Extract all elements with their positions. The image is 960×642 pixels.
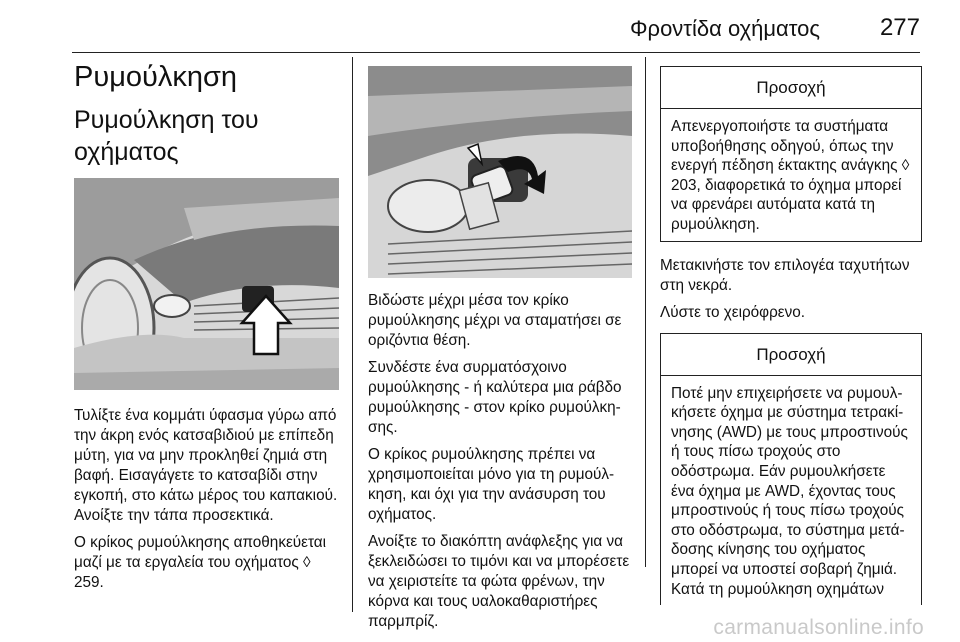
column-1	[74, 52, 342, 600]
column-divider	[645, 57, 646, 567]
caution-box	[660, 333, 922, 606]
paragraph-text: Ο κρίκος ρυμούλκησης αποθηκεύεται μαζί με τα εργαλεία του οχήματος	[74, 534, 327, 571]
paragraph	[74, 533, 342, 593]
tow-eye-illustration	[368, 66, 632, 278]
caution-box	[660, 66, 922, 242]
caution-title: Προσοχή	[661, 67, 921, 109]
caution-text: Ποτέ μην επιχειρήσετε να ρυμουλκήσετε όχημα με σύστημα τετρακίνησης (AWD) με τους μπροστινούς ή τους πίσω τροχούς στο οδόστρωμα. Εάν ρυμουλκήσετε ένα όχημα με AWD, έχοντας τους μπροστινούς ή τους πίσω τροχούς στο οδόστρωμα, το σύστημα μετάδοσης κίνησης του οχήματος μπορεί να υποστεί σοβαρή ζημιά. Κατά τη ρυμούλκηση οχημάτων	[671, 384, 908, 598]
paragraph: Συνδέστε ένα συρματόσχοινο ρυμούλκησης - ή καλύτερα μια ράβδο ρυμούλκησης - στον κρίκο ρυμούλκησης.	[368, 359, 622, 436]
column-divider	[352, 57, 353, 612]
paragraph: Βιδώστε μέχρι μέσα τον κρίκο ρυμούλκησης μέχρι να σταματήσει σε οριζόντια θέση.	[368, 292, 622, 349]
column-3	[660, 52, 922, 605]
caution-text: Απενεργοποιήστε τα συστήματα υποβοήθησης οδηγού, όπως την ενεργή πέδηση έκτακτης ανάγκης ◊ 203, διαφορετικά το όχημα μπορεί να φρενάρει αυτόματα κατά τη ρυμούλκηση.	[671, 118, 910, 233]
paragraph: Μετακινήστε τον επιλογέα ταχυτήτων στη νεκρά.	[660, 256, 910, 294]
caution-title: Προσοχή	[661, 334, 921, 376]
paragraph: Τυλίξτε ένα κομμάτι ύφασμα γύρω από την άκρη ενός κατσαβιδιού με επίπεδη μύτη, για να μην προκληθεί ζημιά στη βαφή. Εισαγάγετε το κατσαβίδι στην εγκοπή, στο κάτω μέρος του καπακιού. Ανοίξτε την τάπα προσεκτικά.	[74, 407, 338, 524]
section-heading: Ρυμούλκηση	[74, 61, 238, 93]
section-subheading: Ρυμούλκηση του οχήματος	[74, 106, 259, 166]
page-number: 277	[879, 14, 920, 41]
tow-cover-illustration	[74, 178, 339, 390]
paragraph: Ο κρίκος ρυμούλκησης πρέπει να χρησιμοποιείται μόνο για τη ρυμούλκηση, και όχι για την ανάσυρση του οχήματος.	[368, 446, 615, 523]
watermark: carmanualsonline.info	[713, 616, 924, 639]
header-title: Φροντίδα οχήματος	[630, 16, 820, 41]
column-2	[368, 52, 632, 639]
paragraph: Λύστε το χειρόφρενο.	[660, 303, 806, 321]
paragraph: Ανοίξτε το διακόπτη ανάφλεξης για να ξεκλειδώσει το τιμόνι και να μπορέσετε να χειριστείτε τα φώτα φρένων, την κόρνα και τους υαλοκαθαριστήρες παρμπρίζ.	[368, 533, 630, 630]
page-reference: ◊ 259.	[74, 554, 311, 591]
page-header	[72, 0, 920, 53]
